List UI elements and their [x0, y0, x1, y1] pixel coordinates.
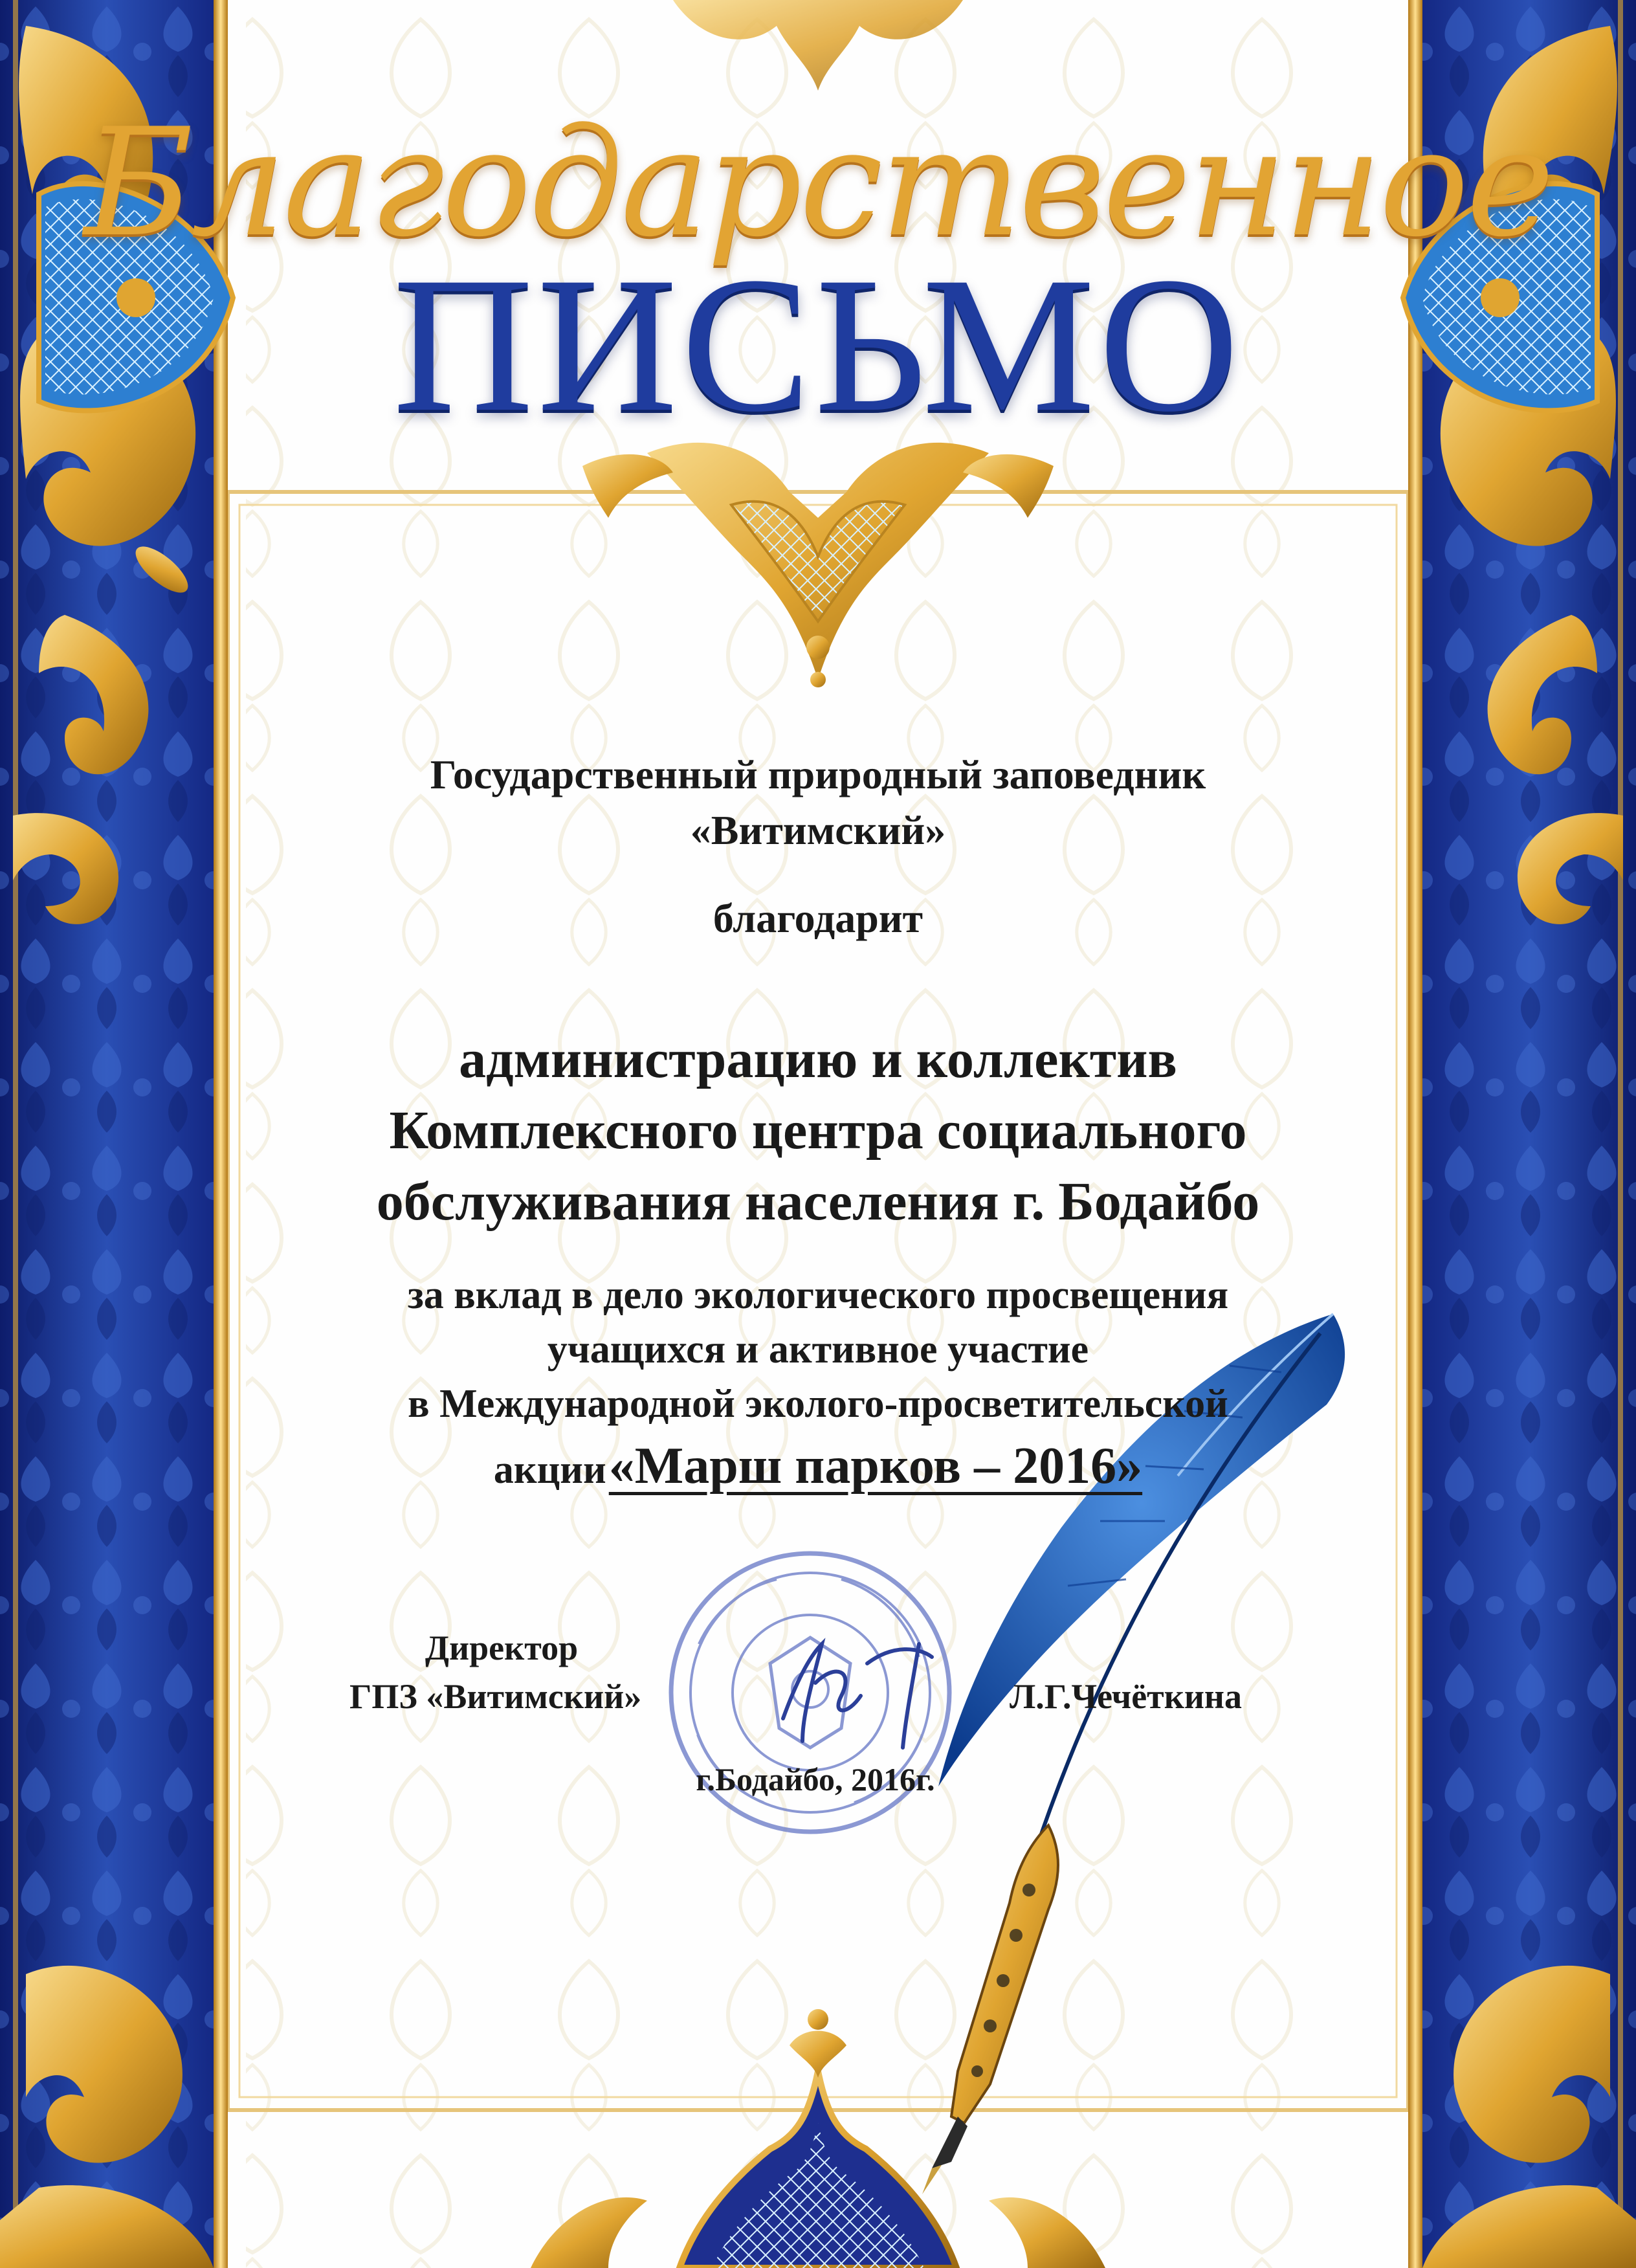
signer-position-1: Директор — [425, 1629, 579, 1667]
thanks-word: благодарит — [713, 895, 923, 941]
org-line-1: Государственный природный заповедник — [430, 751, 1206, 797]
action-name: «Марш парков – 2016» — [608, 1438, 1143, 1495]
recipient-line-1: администрацию и коллектив — [459, 1029, 1177, 1089]
signer-name: Л.Г.Чечёткина — [1010, 1677, 1243, 1716]
reason-line-4 — [0, 1437, 1636, 1496]
place-date: г.Бодайбо, 2016г. — [696, 1761, 935, 1797]
recipient-line-3: обслуживания населения г. Бодайбо — [376, 1172, 1260, 1232]
org-line-2: «Витимский» — [690, 807, 946, 853]
reason-line-1: за вклад в дело экологического просвещения — [407, 1273, 1229, 1317]
recipient-line-2: Комплексного центра социального — [389, 1100, 1247, 1161]
signer-position-2: ГПЗ «Витимский» — [349, 1677, 642, 1716]
reason-line-3: в Международной эколого-просветительской — [408, 1382, 1228, 1426]
reason-prefix: акции — [493, 1448, 606, 1492]
title-main: ПИСЬМО — [393, 237, 1243, 452]
title-script: Благодарственное — [84, 97, 1552, 270]
reason-line-2: учащихся и активное участие — [547, 1328, 1089, 1372]
